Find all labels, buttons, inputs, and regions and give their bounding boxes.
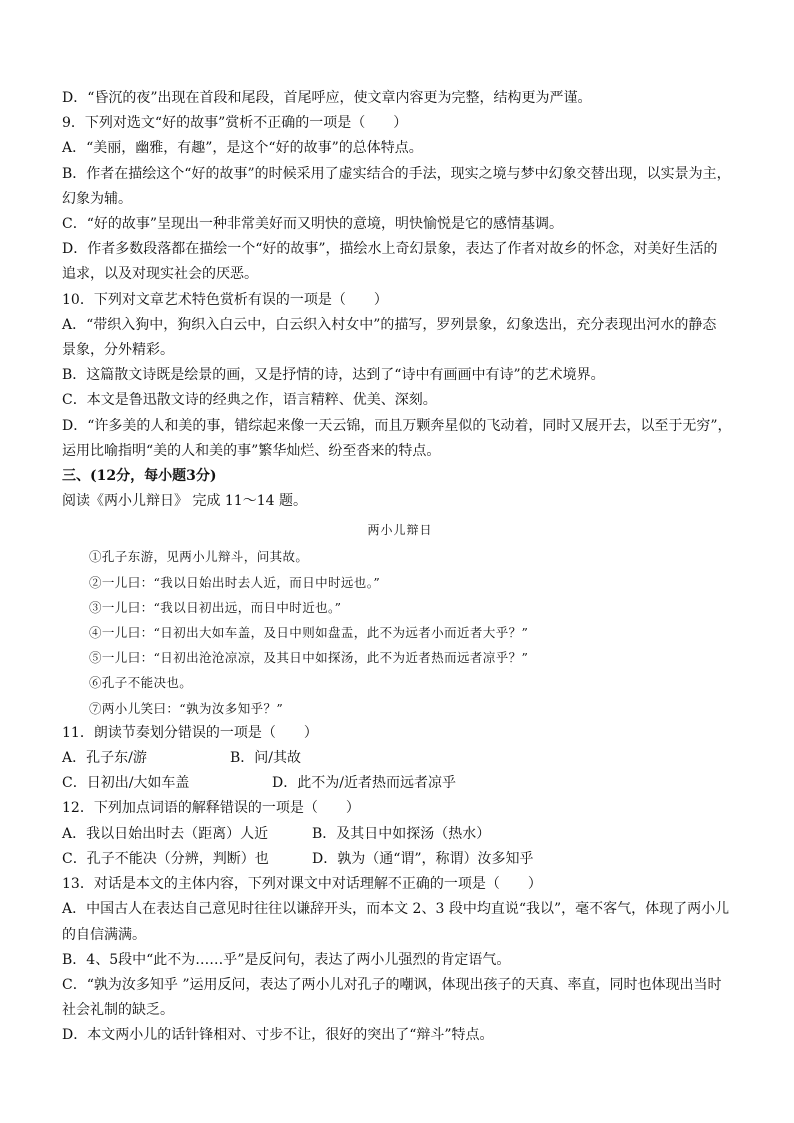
q8-option-d: D．“昏沉的夜”出现在首段和尾段，首尾呼应，使文章内容更为完整，结构更为严谨。 xyxy=(62,90,592,106)
q9-option-b-line2: 幻象为辅。 xyxy=(62,190,132,207)
q11-option-d: D．此不为/近者热而远者凉乎 xyxy=(272,775,456,792)
q9-option-d-line2: 追求，以及对现实社会的厌恶。 xyxy=(62,266,258,283)
exam-page xyxy=(62,86,738,1049)
q11-option-a: A．孔子东/游 xyxy=(62,750,147,767)
q11-options-row2 xyxy=(62,771,738,796)
passage-line-1: ①孔子东游，见两小儿辩斗，问其故。 xyxy=(89,549,309,565)
q13-stem: 13．对话是本文的主体内容，下列对课文中对话理解不正确的一项是（ ） xyxy=(62,876,542,893)
q13-option-a-line2: 的自信满满。 xyxy=(62,926,146,943)
passage-line-6: ⑥孔子不能决也。 xyxy=(89,675,193,691)
q11-stem: 11．朗读节奏划分错误的一项是（ ） xyxy=(62,724,318,741)
q11-option-c: C．日初出/大如车盖 xyxy=(62,775,190,792)
q13-option-c-line2: 社会礼制的缺乏。 xyxy=(62,1002,174,1019)
q9-option-b-line1: B．作者在描绘这个“好的故事”的时候采用了虚实结合的手法，现实之境与梦中幻象交替出现，以实景为主， xyxy=(62,165,731,182)
q12-option-c: C．孔子不能决（分辨，判断）也 xyxy=(62,850,269,867)
q12-stem: 12．下列加点词语的解释错误的一项是（ ） xyxy=(62,800,360,817)
classical-passage xyxy=(62,520,738,720)
passage-line-5: ⑤一儿曰：“日初出沧沧凉凉，及其日中如探汤，此不为近者热而远者凉乎？” xyxy=(89,650,529,666)
q10-option-a-line2: 景象，分外精彩。 xyxy=(62,342,174,359)
section-three-instruction: 阅读《两小儿辩日》 完成 11～14 题。 xyxy=(62,493,307,510)
q12-options-row1 xyxy=(62,822,738,847)
q10-stem: 10．下列对文章艺术特色赏析有误的一项是（ ） xyxy=(62,291,388,308)
q9-stem: 9．下列对选文“好的故事”赏析不正确的一项是（ ） xyxy=(62,115,408,132)
q11-option-b: B．问/其故 xyxy=(230,750,302,767)
q13-option-b: B．4、5段中“此不为……乎”是反问句，表达了两小儿强烈的肯定语气。 xyxy=(62,951,511,968)
q12-option-b: B．及其日中如探汤（热水） xyxy=(312,825,491,842)
q13-option-c-line1: C．“孰为汝多知乎 ”运用反问，表达了两小儿对孔子的嘲讽，体现出孩子的天真、率直，同时也体现出当时 xyxy=(62,976,722,993)
q9-option-a: A．“美丽，幽雅，有趣”，是这个“好的故事”的总体特点。 xyxy=(62,140,423,157)
q13-option-d: D．本文两小儿的话针锋相对、寸步不让，很好的突出了“辩斗”特点。 xyxy=(62,1027,494,1044)
passage-line-4: ④一儿曰：“日初出大如车盖，及日中则如盘盂，此不为远者小而近者大乎？” xyxy=(89,625,529,641)
passage-title: 两小儿辩日 xyxy=(367,523,433,538)
q9-option-c: C．“好的故事”呈现出一种非常美好而又明快的意境，明快愉悦是它的感情基调。 xyxy=(62,216,564,233)
section-three-heading: 三、(12分，每小题3分) xyxy=(62,468,217,485)
q11-options-row1 xyxy=(62,746,738,771)
q10-option-d-line1: D．“许多美的人和美的事，错综起来像一天云锦，而且万颗奔星似的飞动着，同时又展开去，以至于无穷”， xyxy=(62,417,732,434)
q12-option-d: D．孰为（通“谓”，称谓）汝多知乎 xyxy=(312,850,534,867)
passage-line-2: ②一儿曰：“我以日始出时去人近，而日中时远也。” xyxy=(89,574,381,590)
passage-line-3: ③一儿曰：“我以日初出远，而日中时近也。” xyxy=(89,599,342,615)
passage-line-7: ⑦两小儿笑曰：“孰为汝多知乎？” xyxy=(89,700,284,716)
q10-option-a-line1: A．“带织入狗中，狗织入白云中，白云织入村女中”的描写，罗列景象，幻象迭出，充分表现出河水的静态 xyxy=(62,316,717,333)
q10-option-c: C．本文是鲁迅散文诗的经典之作，语言精粹、优美、深刻。 xyxy=(62,392,437,409)
q13-option-a-line1: A．中国古人在表达自己意见时往往以谦辞开头，而本文 2、3 段中均直说“我以”，毫不客气，体现了两小儿 xyxy=(62,901,730,918)
q12-option-a: A．我以日始出时去（距离）人近 xyxy=(62,825,269,842)
q9-option-d-line1: D．作者多数段落都在描绘一个“好的故事”，描绘水上奇幻景象，表达了作者对故乡的怀念，对美好生活的 xyxy=(62,241,718,258)
q10-option-b: B．这篇散文诗既是绘景的画，又是抒情的诗，达到了“诗中有画画中有诗”的艺术境界。 xyxy=(62,367,605,384)
q10-option-d-line2: 运用比喻指明“美的人和美的事”繁华灿烂、纷至沓来的特点。 xyxy=(62,442,441,459)
q12-options-row2 xyxy=(62,847,738,872)
